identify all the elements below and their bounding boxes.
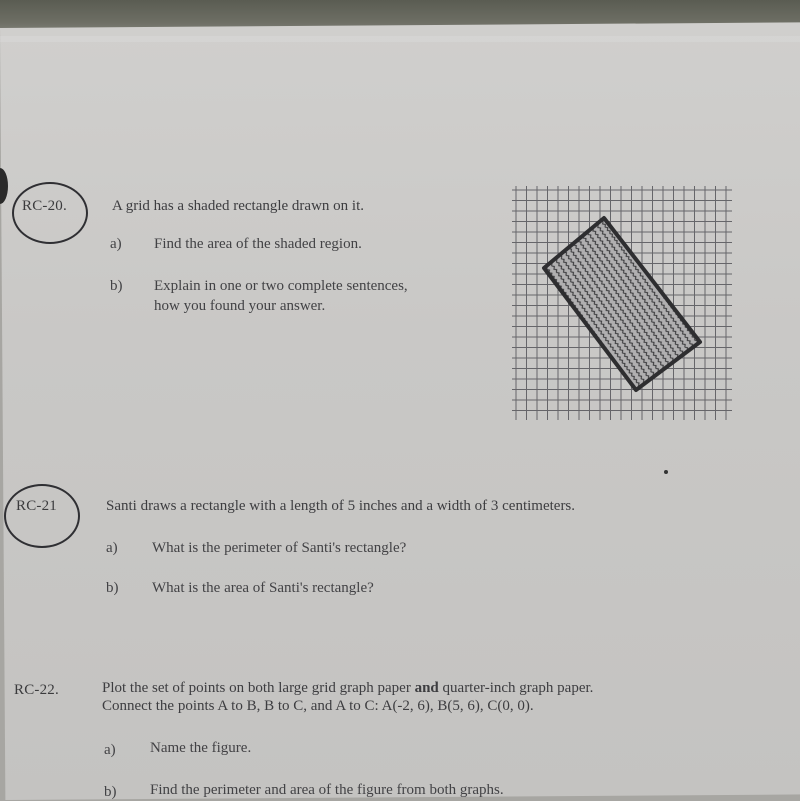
part-letter: a) xyxy=(106,540,118,556)
part-letter: a) xyxy=(104,742,116,758)
part-letter: b) xyxy=(110,278,123,294)
part-text: Find the perimeter and area of the figure from both graphs. xyxy=(150,782,504,798)
part-letter: b) xyxy=(106,580,119,596)
prompt-text: Plot the set of points on both large grid graph paper xyxy=(102,680,415,696)
shaded-rectangle xyxy=(544,218,700,390)
problem-prompt: Santi draws a rectangle with a length of 5 inches and a width of 3 centimeters. xyxy=(106,498,576,514)
problem-number-circle xyxy=(4,484,80,548)
problem-number: RC-22. xyxy=(14,682,59,698)
part-letter: b) xyxy=(104,784,117,800)
stray-mark xyxy=(664,470,668,474)
problem-prompt xyxy=(102,680,593,697)
problem-prompt: A grid has a shaded rectangle drawn on it. xyxy=(112,198,365,214)
part-text: Explain in one or two complete sentences, xyxy=(154,278,408,294)
problem-number: RC-21 xyxy=(16,498,58,514)
problem-number: RC-20. xyxy=(22,198,67,214)
prompt-bold-word: and xyxy=(414,680,439,696)
part-text-continued: how you found your answer. xyxy=(154,298,326,314)
grid-rectangle-figure xyxy=(512,186,732,420)
part-letter: a) xyxy=(110,236,122,252)
part-text: What is the area of Santi's rectangle? xyxy=(152,580,374,596)
paper-edge xyxy=(0,36,800,42)
problem-prompt-line2: Connect the points A to B, B to C, and A to C: A(-2, 6), B(5, 6), C(0, 0). xyxy=(102,698,534,714)
prompt-text: quarter-inch graph paper. xyxy=(438,680,594,696)
part-text: Find the area of the shaded region. xyxy=(154,236,362,252)
part-text: What is the perimeter of Santi's rectangle? xyxy=(152,540,407,556)
part-text: Name the figure. xyxy=(150,740,252,756)
